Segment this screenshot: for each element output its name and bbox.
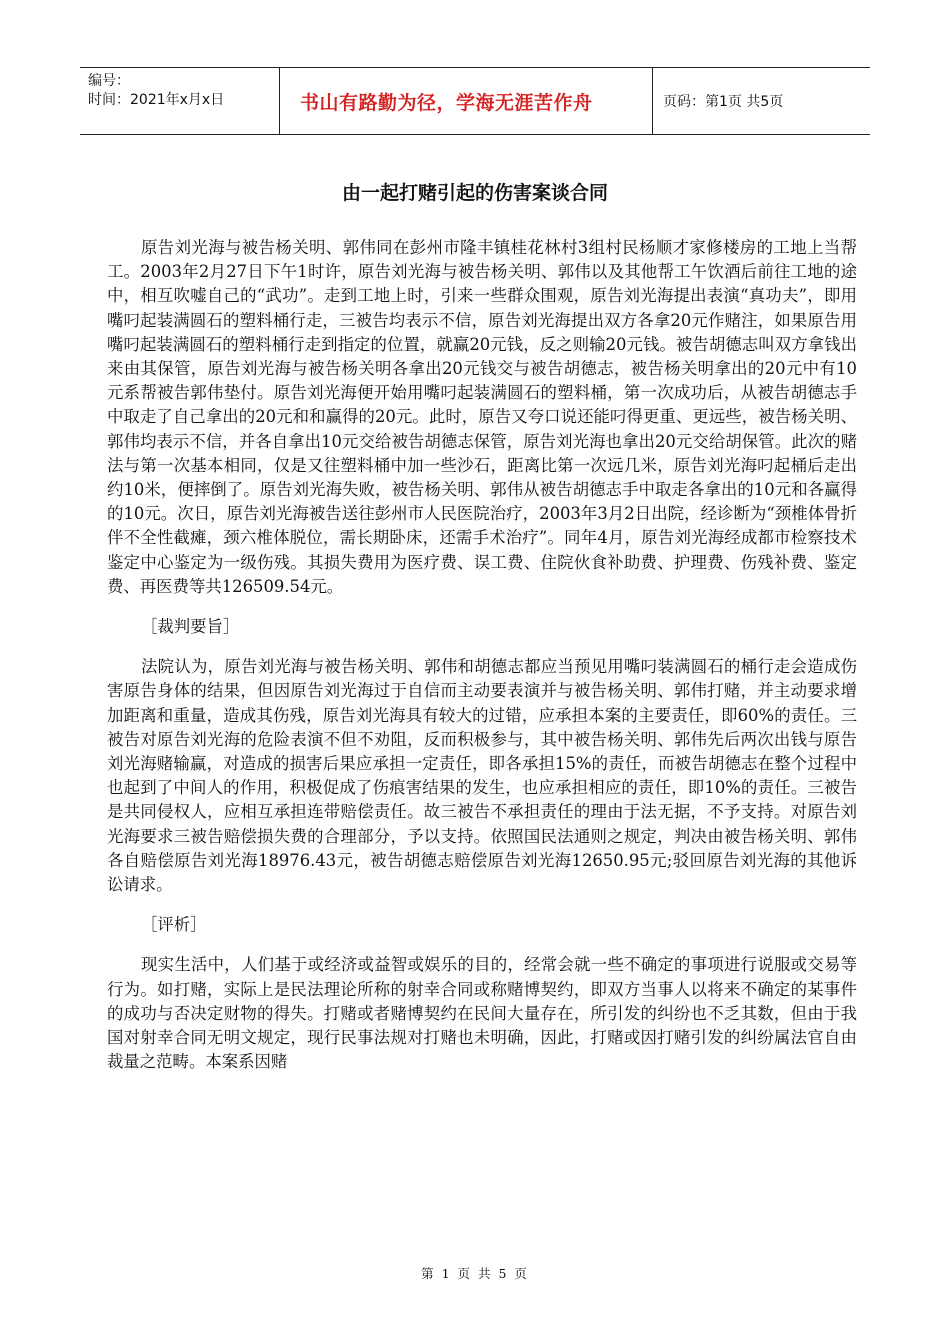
document-body (107, 236, 857, 1075)
paragraph-analysis: 现实生活中，人们基于或经济或益智或娱乐的目的，经常会就一些不确定的事项进行说服或交易等行为。如打赌，实际上是民法理论所称的射幸合同或称赌博契约，即双方当事人以将来不确定的某事件的成功与否决定财物的得失。打赌或者赌博契约在民间大量存在，所引发的纠纷也不乏其数，但由于我国对射幸合同无明文规定，现行民事法规对打赌也未明确，因此，打赌或因打赌引发的纠纷属法官自由裁量之范畴。本案系因赌 (107, 955, 857, 1072)
section-heading-analysis: ［评析］ (141, 915, 207, 935)
document-title: 由一起打赌引起的伤害案谈合同 (341, 182, 608, 204)
header-page-info-cell (653, 68, 870, 134)
paragraph-judgment: 法院认为，原告刘光海与被告杨关明、郭伟和胡德志都应当预见用嘴叼装满圆石的桶行走会造成伤害原告身体的结果，但因原告刘光海过于自信而主动要表演并与被告杨关明、郭伟打赌，并主动要求增加距离和重量，造成其伤残，原告刘光海具有较大的过错，应承担本案的主要责任，即60%的责任。三被告对原告刘光海的危险表演不但不劝阻，反而积极参与，其中被告杨关明、郭伟先后两次出钱与原告刘光海赌输赢，对造成的损害后果应承担一定责任，即各承担15%的责任，而被告胡德志在整个过程中也起到了中间人的作用，积极促成了伤痕害结果的发生，也应承担相应的责任，即10%的责任。三被告是共同侵权人，应相互承担连带赔偿责任。故三被告不承担责任的理由于法无据，不予支持。对原告刘光海要求三被告赔偿损失费的合理部分，予以支持。依照国民法通则之规定，判决由被告杨关明、郭伟各自赔偿原告刘光海18976.43元，被告胡德志赔偿原告刘光海12650.95元;驳回原告刘光海的其他诉讼请求。 (107, 657, 857, 895)
time-label: 时间：2021年x月x日 (88, 92, 225, 108)
section-heading-judgment: ［裁判要旨］ (141, 617, 240, 637)
header-page-info: 页码：第1页 共5页 (663, 94, 784, 110)
header-meta (80, 68, 280, 134)
page-footer: 第 1 页 共 5 页 (421, 1266, 529, 1281)
paragraph-facts: 原告刘光海与被告杨关明、郭伟同在彭州市隆丰镇桂花林村3组村民杨顺才家修楼房的工地上当帮工。2003年2月27日下午1时许，原告刘光海与被告杨关明、郭伟以及其他帮工午饮酒后前往工地的途中，相互吹嘘自己的“武功”。走到工地上时，引来一些群众围观，原告刘光海提出表演“真功夫”，即用嘴叼起装满圆石的塑料桶行走，三被告均表示不信，原告刘光海提出双方各拿20元作赌注，如果原告用嘴叼起装满圆石的塑料桶行走到指定的位置，就赢20元钱，反之则输20元钱。被告胡德志叫双方拿钱出来由其保管，原告刘光海与被告杨关明各拿出20元钱交与被告胡德志，被告杨关明拿出的20元中有10元系帮被告郭伟垫付。原告刘光海便开始用嘴叼起装满圆石的塑料桶，第一次成功后，从被告胡德志手中取走了自己拿出的20元和和赢得的20元。此时，原告又夸口说还能叼得更重、更远些，被告杨关明、郭伟均表示不信，并各自拿出10元交给被告胡德志保管，原告刘光海也拿出20元交给胡保管。此次的赌法与第一次基本相同，仅是又往塑料桶中加一些沙石，距离比第一次远几米，原告刘光海叼起桶后走出约10米，便摔倒了。原告刘光海失败，被告杨关明、郭伟从被告胡德志手中取走各拿出的10元和各赢得的10元。次日，原告刘光海被告送往彭州市人民医院治疗，2003年3月2日出院，经诊断为“颈椎体骨折伴不全性截瘫，颈六椎体脱位，需长期卧床，还需手术治疗”。同年4月，原告刘光海经成都市检察技术鉴定中心鉴定为一级伤残。其损失费用为医疗费、误工费、住院伙食补助费、护理费、伤残补费、鉴定费、再医费等共126509.54元。 (107, 238, 857, 596)
number-label: 编号： (88, 73, 130, 89)
header-motto: 书山有路勤为径，学海无涯苦作舟 (300, 91, 593, 114)
page-header (80, 67, 870, 135)
header-motto-cell (280, 68, 653, 134)
